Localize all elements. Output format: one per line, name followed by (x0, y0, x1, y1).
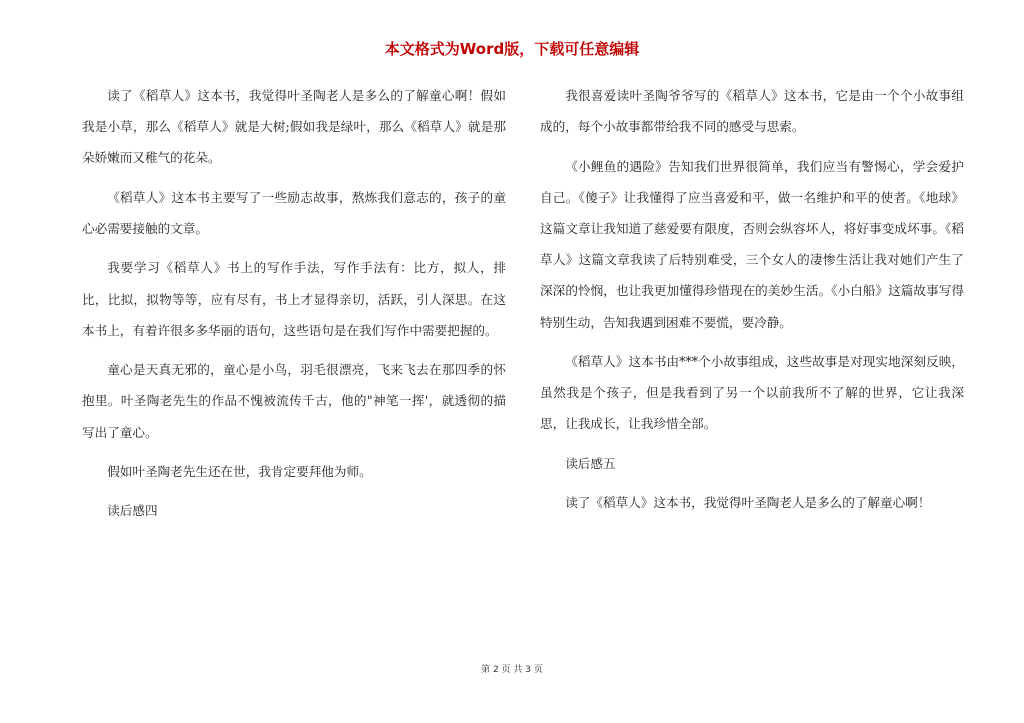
section-heading: 读后感四 (107, 503, 158, 519)
paragraph: 《小鲤鱼的遇险》告知我们世界很简单，我们应当有警惕心，学会爱护自己。《傻子》让我懂得了应当喜爱和平，做一名维护和平的使者。《地球》这篇文章让我知道了慈爱要有限度，否则会纵容坏人，将好事变成坏事。《稻草人》这篇文章我读了后特别难受，三个女人的凄惨生活让我对她们产生了深深的怜悯，也让我更加懂得珍惜现在的美妙生活。《小白船》这篇故事写得特别生动，告知我遇到困难不要慌，要冷静。 (540, 158, 964, 330)
paragraph: 我很喜爱读叶圣陶爷爷写的《稻草人》这本书，它是由一个个小故事组成的，每个小故事都带给我不同的感受与思索。 (540, 88, 964, 135)
right-column (540, 80, 964, 527)
paragraph: 读了《稻草人》这本书，我觉得叶圣陶老人是多么的了解童心啊！假如我是小草，那么《稻草人》就是大树;假如我是绿叶，那么《稻草人》就是那朵娇嫩而又稚气的花朵。 (82, 88, 506, 166)
paragraph: 《稻草人》这本书由***个小故事组成，这些故事是对现实地深刻反映，虽然我是个孩子，但是我看到了另一个以前我所不了解的世界，它让我深思，让我成长，让我珍惜全部。 (540, 354, 964, 432)
paragraph: 《稻草人》这本书主要写了一些励志故事，熬炼我们意志的，孩子的童心必需要接触的文章。 (82, 189, 506, 236)
left-column (82, 80, 506, 535)
section-heading: 读后感五 (565, 455, 616, 471)
paragraph: 读了《稻草人》这本书，我觉得叶圣陶老人是多么的了解童心啊！ (565, 495, 931, 511)
page-number: 第 2 页 共 3 页 (481, 665, 543, 675)
document-banner: 本文格式为Word版，下载可任意编辑 (384, 40, 640, 58)
paragraph: 童心是天真无邪的，童心是小鸟，羽毛很漂亮，飞来飞去在那四季的怀抱里。叶圣陶老先生的作品不愧被流传千古，他的"神笔一挥'，就透彻的描写出了童心。 (82, 362, 506, 440)
paragraph: 我要学习《稻草人》书上的写作手法，写作手法有：比方，拟人，排比，比拟，拟物等等，应有尽有，书上才显得亲切，活跃，引人深思。在这本书上，有着许很多多华丽的语句，这些语句是在我们写作中需要把握的。 (82, 260, 506, 338)
paragraph: 假如叶圣陶老先生还在世，我肯定要拜他为师。 (107, 463, 372, 479)
